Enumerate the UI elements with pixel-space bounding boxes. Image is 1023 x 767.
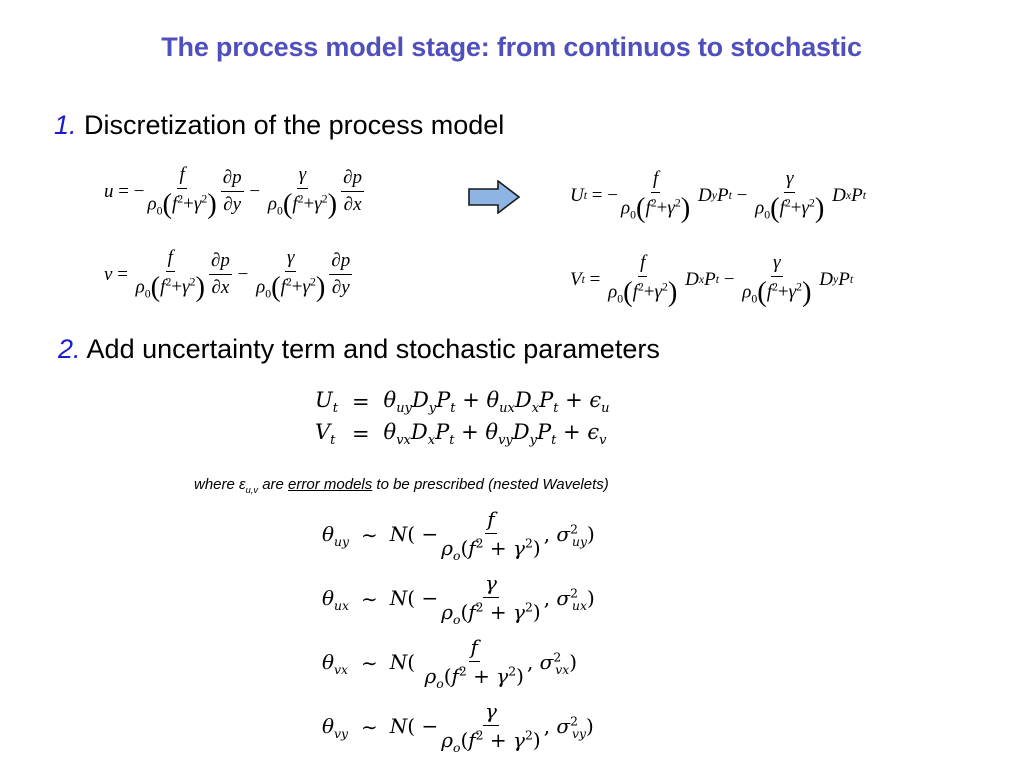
error-model-note <box>194 476 609 495</box>
equation-u-continuous: u = − $\frac{f}{\rho_0(f^2+\gamma^2)}$ $\frac{\partial p}{\partial y}$ − $\frac{\gamma}{\rho_0(f^2+\gamma^2)}$ $\frac{\partial p}{\partial x}$ <box>104 164 363 220</box>
note-subscript: u,v <box>245 485 259 495</box>
note-suffix: to be prescribed (nested Wavelets) <box>372 476 609 493</box>
note-prefix: where ε <box>194 476 246 493</box>
equation-Ut-discrete: U t = − $\frac{f}{\rho_0(f^2+\gamma^2)}$ D y P t − $\frac{\gamma}{\rho_0(f^2+\gamma^2)}$ D x P t <box>570 168 866 224</box>
right-arrow-icon <box>468 180 520 214</box>
error-models-link: error models <box>288 476 373 493</box>
stochastic-equations <box>308 386 617 450</box>
theta-vy-distribution: $\theta_{vy}$ ∼ N( − $\frac{\gamma}{\rho_o(f^2 + \gamma^2)}$ , $\sigma^2_{vy}$) <box>322 698 594 755</box>
step-1-number: 1. <box>54 110 77 140</box>
equation-Vt-discrete: V t = $\frac{f}{\rho_0(f^2+\gamma^2)}$ D x P t − $\frac{\gamma}{\rho_0(f^2+\gamma^2)}$ D y P t <box>570 252 854 308</box>
parameter-distributions <box>316 503 601 759</box>
step-2-number: 2. <box>58 334 81 364</box>
step-2-text: Add uncertainty term and stochastic parameters <box>86 334 660 364</box>
equation-Ut-stochastic: $U_t$ = $\theta_{uy}D_yP_t + \theta_{ux}D_xP_t + \epsilon_u$ <box>315 388 610 417</box>
theta-ux-distribution: $\theta_{ux}$ ∼ N( − $\frac{\gamma}{\rho_o(f^2 + \gamma^2)}$ , $\sigma^2_{ux}$) <box>322 570 595 627</box>
step-2-heading <box>58 334 660 365</box>
note-middle: are <box>258 476 289 493</box>
equation-Vt-stochastic: $V_t$ = $\theta_{vx}D_xP_t + \theta_{vy}D_yP_t + \epsilon_v$ <box>315 420 607 449</box>
step-1-text: Discretization of the process model <box>84 110 505 140</box>
theta-vx-distribution: $\theta_{vx}$ ∼ N( $\frac{f}{\rho_o(f^2 + \gamma^2)}$ , $\sigma^2_{vx}$) <box>322 634 578 691</box>
theta-uy-distribution: $\theta_{uy}$ ∼ N( − $\frac{f}{\rho_o(f^2 + \gamma^2)}$ , $\sigma^2_{uy}$) <box>322 506 595 563</box>
equation-v-continuous: v = $\frac{f}{\rho_0(f^2+\gamma^2)}$ $\frac{\partial p}{\partial x}$ − $\frac{\gamma}{\rho_0(f^2+\gamma^2)}$ $\frac{\partial p}{\partial y}$ <box>104 247 351 303</box>
page-title: The process model stage: from continuos to stochastic <box>161 32 862 62</box>
step-1-heading <box>54 110 504 141</box>
